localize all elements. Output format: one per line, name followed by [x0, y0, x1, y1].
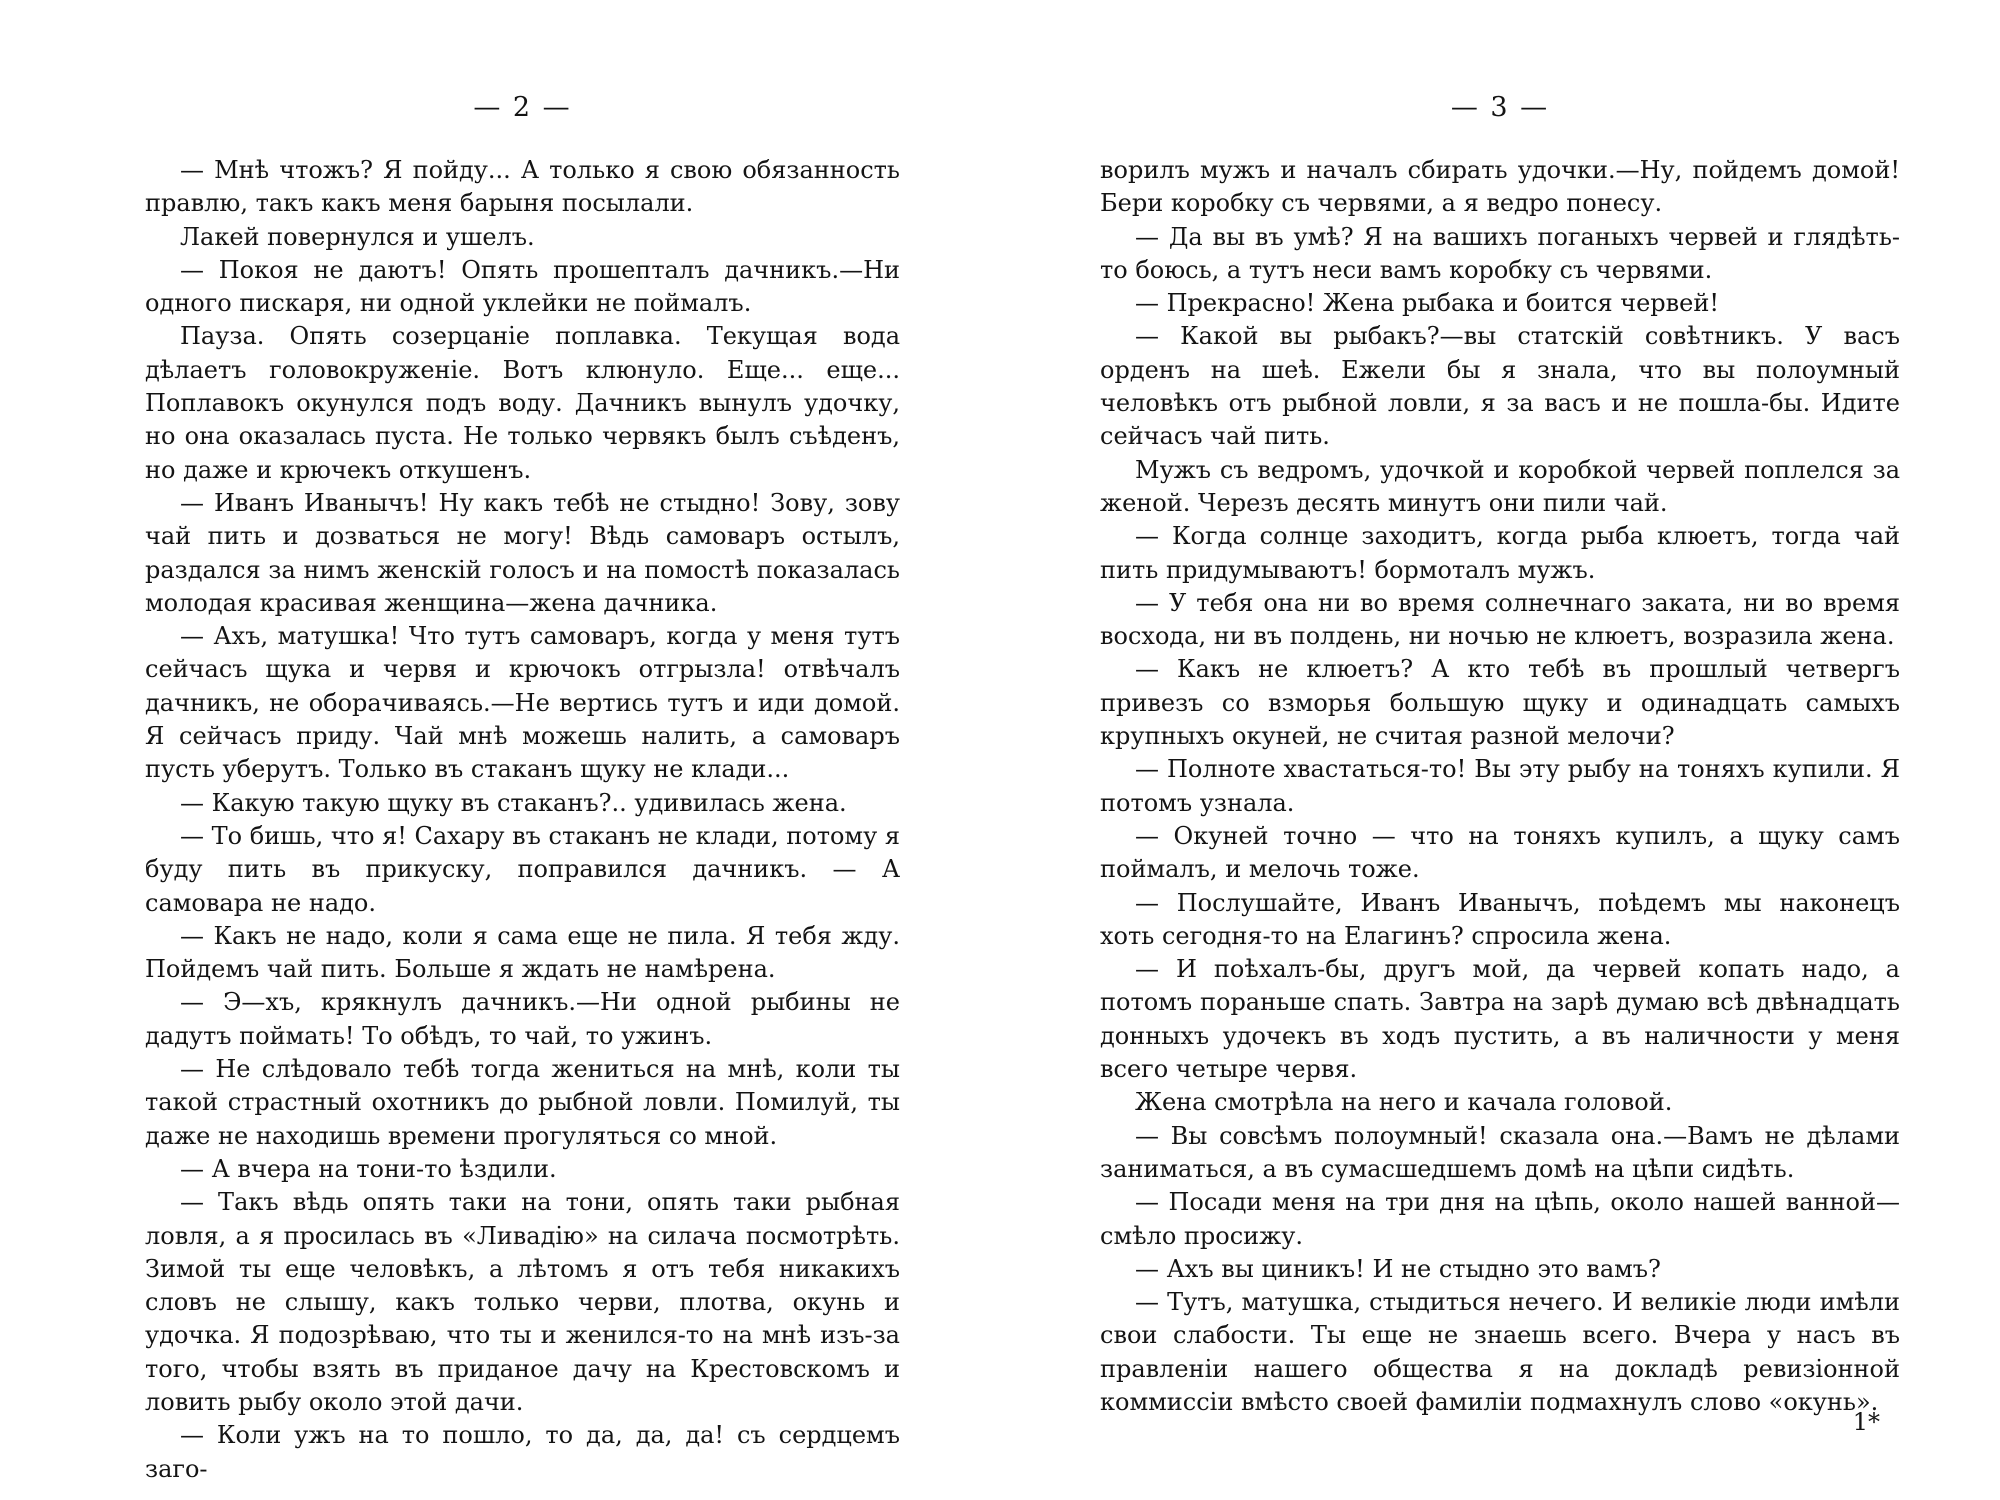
paragraph: — Какой вы рыбакъ?—вы статскій совѣтникъ. У васъ орденъ на шеѣ. Ежели бы я знала, что вы полоумный человѣкъ отъ рыбной ловли, я за васъ и не пошла-бы. Идите сейчасъ чай пить. — [1100, 322, 1900, 451]
paragraph: — У тебя она ни во время солнечнаго заката, ни во время восхода, ни въ полдень, ни ночью не клюетъ, возразила жена. — [1100, 588, 1900, 651]
page-text — [145, 154, 900, 1486]
paragraph: — Не слѣдовало тебѣ тогда жениться на мнѣ, коли ты такой страстный охотникъ до рыбной ловли. Помилуй, ты даже не находишь времени прогуляться со мной. — [145, 1055, 900, 1150]
paragraph: Пауза. Опять созерцаніе поплавка. Текущая вода дѣлаетъ головокруженіе. Вотъ клюнуло. Еще... еще... Поплавокъ окунулся подъ воду. Дачникъ вынулъ удочку, но она оказалась пуста. Не только червякъ былъ съѣденъ, но даже и крючекъ откушенъ. — [145, 322, 900, 484]
paragraph: — Какъ не надо, коли я сама еще не пила. Я тебя жду. Пойдемъ чай пить. Больше я ждать не намѣрена. — [145, 921, 900, 984]
paragraph: — Да вы въ умѣ? Я на вашихъ поганыхъ червей и глядѣть-то боюсь, а тутъ неси вамъ коробку съ червями. — [1100, 222, 1900, 284]
paragraph: — Прекрасно! Жена рыбака и боится червей! — [1135, 289, 1720, 318]
paragraph: — Когда солнце заходитъ, когда рыба клюетъ, тогда чай пить придумываютъ! бормоталъ мужъ. — [1100, 522, 1900, 584]
paragraph: — Э—хъ, крякнулъ дачникъ.—Ни одной рыбины не дадутъ поймать! То обѣдъ, то чай, то ужинъ. — [145, 988, 900, 1050]
paragraph: — Коли ужъ на то пошло, то да, да, да! съ сердцемъ заго- — [145, 1421, 900, 1483]
paragraph: Жена смотрѣла на него и качала головой. — [1135, 1088, 1673, 1117]
paragraph: — Покоя не даютъ! Опять прошепталъ дачникъ.—Ни одного пискаря, ни одной уклейки не поймалъ. — [145, 255, 900, 318]
page-number: — 2 — — [473, 92, 572, 123]
paragraph: — Полноте хвастаться-то! Вы эту рыбу на тоняхъ купили. Я потомъ узнала. — [1100, 755, 1900, 817]
left-page — [145, 0, 900, 1500]
paragraph: — Такъ вѣдь опять таки на тони, опять таки рыбная ловля, а я просилась въ «Ливадію» на силача посмотрѣть. Зимой ты еще человѣкъ, а лѣтомъ я отъ тебя никакихъ словъ не слышу, какъ только черви, плотва, окунь и удочка. Я подозрѣваю, что ты и женился-то на мнѣ изъ-за того, чтобы взять въ приданое дачу на Крестовскомъ и ловить рыбу около этой дачи. — [145, 1188, 900, 1416]
paragraph: — Мнѣ чтожъ? Я пойду... А только я свою обязанность правлю, такъ какъ меня барыня посылали. — [145, 156, 900, 218]
paragraph: — То бишь, что я! Сахару въ стаканъ не клади, потому я буду пить въ прикуску, поправился дачникъ. — А самовара не надо. — [145, 821, 900, 917]
paragraph: — Какую такую щуку въ стаканъ?.. удивилась жена. — [180, 788, 847, 817]
paragraph: Лакей повернулся и ушелъ. — [180, 222, 535, 251]
paragraph: — Вы совсѣмъ полоумный! сказала она.—Вамъ не дѣлами заниматься, а въ сумасшедшемъ домѣ на цѣпи сидѣть. — [1100, 1121, 1900, 1183]
paragraph: — Иванъ Иванычъ! Ну какъ тебѣ не стыдно! Зову, зову чай пить и дозваться не могу! Вѣдь самоваръ остылъ, раздался за нимъ женскій голосъ и на помостѣ показалась молодая красивая женщина—жена дачника. — [145, 488, 900, 617]
paragraph: — Посади меня на три дня на цѣпь, около нашей ванной—смѣло просижу. — [1100, 1188, 1900, 1250]
paragraph: — И поѣхалъ-бы, другъ мой, да червей копать надо, а потомъ пораньше спать. Завтра на зарѣ думаю всѣ двѣнадцать донныхъ удочекъ въ ходъ пустить, а въ наличности у меня всего четыре червя. — [1100, 955, 1900, 1084]
page-text — [1100, 154, 1900, 1419]
continuation-paragraph: ворилъ мужъ и началъ сбирать удочки.—Ну, пойдемъ домой! Бери коробку съ червями, а я ведро понесу. — [1100, 156, 1900, 218]
paragraph: — Тутъ, матушка, стыдиться нечего. И великіе люди имѣли свои слабости. Ты еще не знаешь всего. Вчера у насъ въ правленіи нашего общества я на докладѣ ревизіонной коммиссіи вмѣсто своей фамиліи подмахнулъ слово «окунь». — [1100, 1288, 1900, 1416]
paragraph: — Окуней точно — что на тоняхъ купилъ, а щуку самъ поймалъ, и мелочь тоже. — [1100, 821, 1900, 884]
paragraph: Мужъ съ ведромъ, удочкой и коробкой червей поплелся за женой. Черезъ десять минутъ они пили чай. — [1100, 455, 1900, 517]
right-page — [1100, 0, 1900, 1500]
signature-mark: 1* — [1852, 1408, 1880, 1436]
paragraph: — Какъ не клюетъ? А кто тебѣ въ прошлый четвергъ привезъ со взморья большую щуку и одинадцать самыхъ крупныхъ окуней, не считая разной мелочи? — [1100, 655, 1900, 751]
paragraph: — Послушайте, Иванъ Иванычъ, поѣдемъ мы наконецъ хоть сегодня-то на Елагинъ? спросила жена. — [1100, 888, 1900, 950]
paragraph: — А вчера на тони-то ѣздили. — [180, 1154, 557, 1183]
paragraph: — Ахъ, матушка! Что тутъ самоваръ, когда у меня тутъ сейчасъ щука и червя и крючокъ отгрызла! отвѣчалъ дачникъ, не оборачиваясь.—Не вертись тутъ и иди домой. Я сейчасъ приду. Чай мнѣ можешь налить, а самоваръ пусть уберутъ. Только въ стаканъ щуку не клади... — [145, 622, 900, 784]
page-number: — 3 — — [1450, 92, 1550, 123]
paragraph: — Ахъ вы циникъ! И не стыдно это вамъ? — [1135, 1254, 1661, 1283]
